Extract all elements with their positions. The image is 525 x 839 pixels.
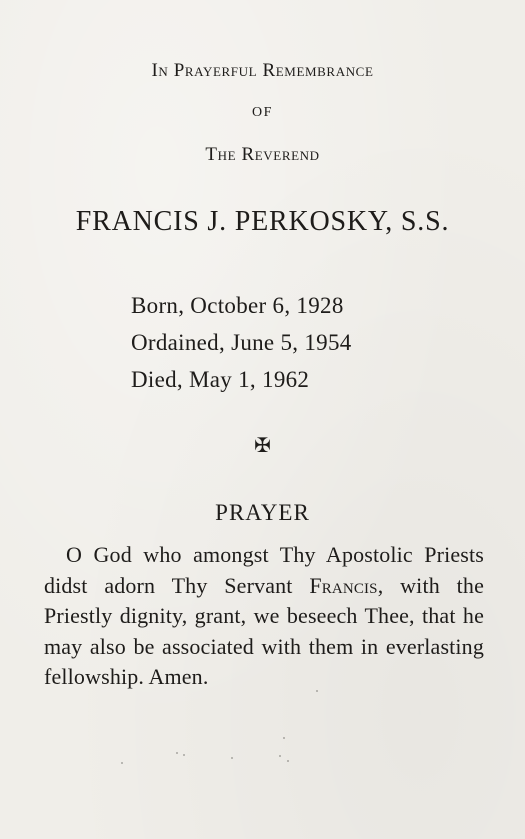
priest-name: FRANCIS J. PERKOSKY, S.S. [75, 206, 450, 237]
print-speck [287, 760, 289, 762]
print-speck [316, 690, 318, 692]
of-line: OF [252, 105, 273, 120]
prayer-text-before-name: O God who amongst Thy Apostolic Priests didst adorn Thy Servant [44, 542, 484, 598]
prayer-servant-name: Francis [309, 572, 378, 598]
remembrance-text: In Prayerful Remembrance [151, 60, 374, 81]
prayer-text-after-name: , with the Priestly dignity, grant, we beseech Thee, that he may also be associated with them in everlasting fellowship. Amen. [44, 572, 484, 689]
reverend-text: The Reverend [205, 144, 320, 165]
print-speck [279, 755, 281, 757]
prayer-title: PRAYER [215, 500, 310, 525]
remembrance-line [0, 60, 525, 82]
print-speck [121, 762, 123, 764]
prayer-text [44, 540, 484, 693]
dates-block [131, 287, 352, 398]
print-speck [231, 757, 233, 759]
prayer-paragraph [44, 540, 484, 693]
reverend-line [0, 144, 525, 166]
died-date: Died, May 1, 1962 [131, 367, 310, 392]
print-speck [183, 754, 185, 756]
print-speck [283, 737, 285, 739]
print-speck [176, 752, 178, 754]
ordained-date: Ordained, June 5, 1954 [131, 330, 352, 355]
maltese-cross-icon: ✠ [254, 435, 271, 457]
born-date: Born, October 6, 1928 [131, 293, 344, 318]
